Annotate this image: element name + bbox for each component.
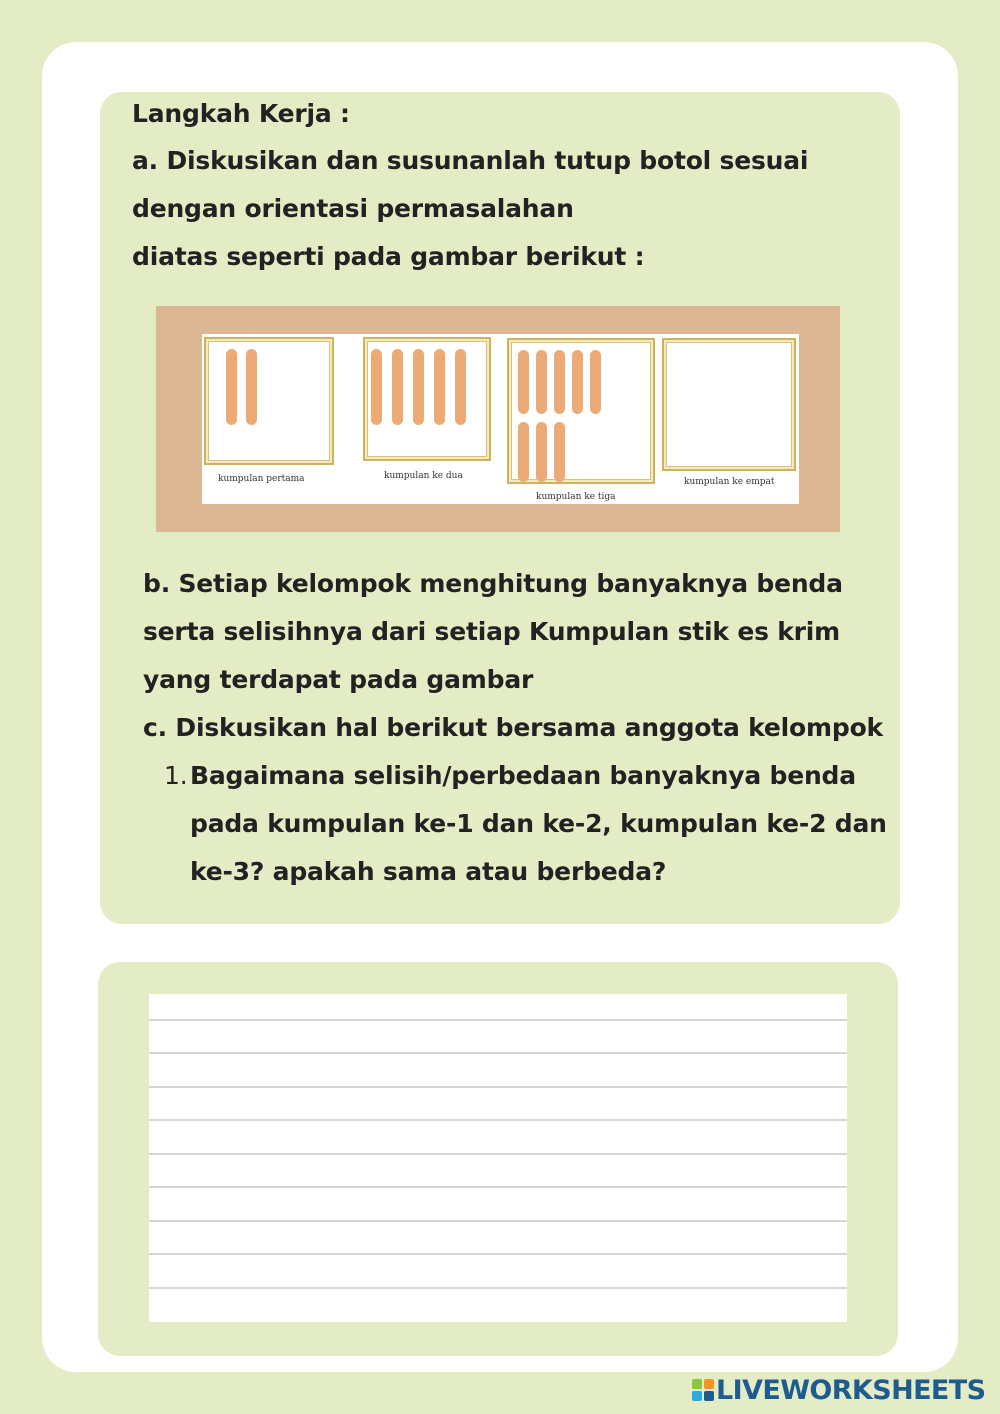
answer-line — [149, 1220, 847, 1222]
question-line-2: pada kumpulan ke-1 dan ke-2, kumpulan ke-2 dan — [190, 809, 887, 838]
step-a-line-2: dengan orientasi permasalahan — [132, 194, 574, 223]
stick — [518, 422, 529, 482]
stick — [554, 422, 565, 482]
instructions-heading: Langkah Kerja : — [132, 99, 350, 128]
step-b-line-3: yang terdapat pada gambar — [143, 665, 534, 694]
step-b-line-1: b. Setiap kelompok menghitung banyaknya benda — [143, 569, 843, 598]
group-2-caption: kumpulan ke dua — [384, 471, 463, 481]
step-b-line-2: serta selisihnya dari setiap Kumpulan stik es krim — [143, 617, 841, 646]
stick — [246, 349, 257, 425]
stick — [434, 349, 445, 425]
stick — [572, 350, 583, 414]
answer-line — [149, 1086, 847, 1088]
stick — [536, 422, 547, 482]
stick — [455, 349, 466, 425]
question-number: 1. — [164, 761, 188, 790]
answer-line — [149, 1052, 847, 1054]
answer-line — [149, 1119, 847, 1121]
stick — [392, 349, 403, 425]
answer-text-area[interactable] — [149, 994, 847, 1322]
step-a-line-1: a. Diskusikan dan susunanlah tutup botol sesuai — [132, 146, 809, 175]
group-1-caption: kumpulan pertama — [218, 474, 305, 484]
answer-line — [149, 1287, 847, 1289]
step-c: c. Diskusikan hal berikut bersama anggota kelompok — [143, 713, 883, 742]
group-1-frame — [204, 337, 334, 465]
group-3-caption: kumpulan ke tiga — [536, 492, 616, 502]
stick — [536, 350, 547, 414]
liveworksheets-logo-icon — [692, 1379, 714, 1401]
answer-line — [149, 1153, 847, 1155]
stick — [590, 350, 601, 414]
group-4-frame — [662, 338, 796, 471]
stick — [518, 350, 529, 414]
group-3-frame — [507, 338, 655, 484]
answer-line — [149, 1186, 847, 1188]
step-a-line-3: diatas seperti pada gambar berikut : — [132, 242, 645, 271]
question-line-3: ke-3? apakah sama atau berbeda? — [190, 857, 667, 886]
stick-groups-figure — [156, 306, 840, 532]
liveworksheets-logo[interactable] — [692, 1374, 985, 1406]
question-line-1: Bagaimana selisih/perbedaan banyaknya benda — [190, 761, 856, 790]
group-2-frame — [363, 337, 491, 461]
stick — [371, 349, 382, 425]
answer-line — [149, 1019, 847, 1021]
stick — [554, 350, 565, 414]
figure-canvas — [202, 334, 799, 504]
stick — [226, 349, 237, 425]
liveworksheets-logo-text: LIVEWORKSHEETS — [716, 1374, 986, 1406]
answer-line — [149, 1253, 847, 1255]
stick — [413, 349, 424, 425]
group-4-caption: kumpulan ke empat — [684, 477, 775, 487]
